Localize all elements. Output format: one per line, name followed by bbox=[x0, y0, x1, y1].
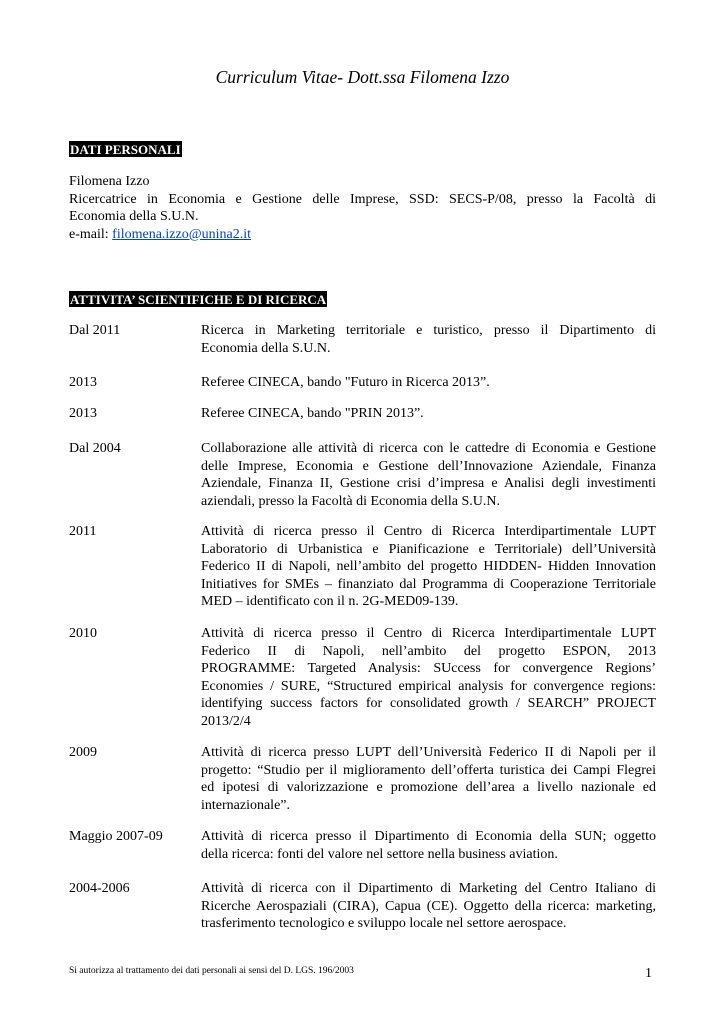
personal-data-block bbox=[69, 173, 656, 243]
email-link[interactable]: filomena.izzo@unina2.it bbox=[112, 226, 252, 242]
person-role-line-1: Ricercatrice in Economia e Gestione delle Imprese, SSD: SECS-P/08, presso la Facoltà di bbox=[69, 191, 656, 207]
entry-date: 2004-2006 bbox=[69, 881, 130, 896]
entry-description-line: MED – identificato con il n. 2G-MED09-139. bbox=[201, 594, 459, 610]
entry-description bbox=[201, 405, 656, 423]
entry-description-line: PROGRAMME: Targeted Analysis: SUccess for convergence Regions’ bbox=[201, 661, 656, 677]
entry-date: Maggio 2007-09 bbox=[69, 829, 163, 844]
entry-description-line: internazionale”. bbox=[201, 797, 291, 813]
person-role-line-2: Economia della S.U.N. bbox=[69, 209, 199, 225]
section-heading-personal: DATI PERSONALI bbox=[70, 142, 181, 157]
footer-note: Si autorizza al trattamento dei dati personali ai sensi del D. LGS. 196/2003 bbox=[69, 966, 354, 976]
entry-description-line: Referee CINECA, bando "PRIN 2013”. bbox=[201, 406, 424, 421]
entry-description-line: della ricerca: fonti del valore nel settore nella business aviation. bbox=[201, 846, 558, 862]
entry-description-line: delle Imprese, Economia e Gestione dell’Innovazione Aziendale, Finanza bbox=[201, 458, 656, 474]
entry-description bbox=[201, 523, 656, 611]
email-line bbox=[69, 226, 656, 244]
entry-description-line: Federico II di Napoli, nell’ambito del progetto HIDDEN- Hidden Innovation bbox=[201, 559, 656, 575]
entry-description-line: ed ipotesi di valorizzazione e promozione dell’area a livello nazionale ed bbox=[201, 780, 656, 796]
entry-description-line: Laboratorio di Urbanistica e Pianificazione e Territoriale) dell’Università bbox=[201, 541, 656, 557]
page-title: Curriculum Vitae- Dott.ssa Filomena Izzo bbox=[215, 67, 510, 87]
entry-description-line: Attività di ricerca presso il Dipartimento di Economia della SUN; oggetto bbox=[201, 829, 656, 844]
entry-description bbox=[201, 744, 656, 814]
entry-description-line: Economia della S.U.N. bbox=[201, 340, 331, 356]
person-name: Filomena Izzo bbox=[69, 174, 150, 189]
entry-date: 2010 bbox=[69, 626, 97, 641]
entry-description-line: Initiatives for SMEs – finanziato dal Programma di Cooperazione Territoriale bbox=[201, 576, 656, 592]
entry-description-line: Attività di ricerca con il Dipartimento di Marketing del Centro Italiano di bbox=[201, 881, 656, 896]
section-heading-research: ATTIVITA’ SCIENTIFICHE E DI RICERCA bbox=[70, 292, 327, 307]
entry-description-line: Attività di ricerca presso il Centro di Ricerca Interdipartimentale LUPT bbox=[201, 524, 656, 539]
entry-description-line: aziendali, presso la Facoltà di Economia della S.U.N. bbox=[201, 493, 500, 509]
entry-description bbox=[201, 880, 656, 933]
entry-date: 2009 bbox=[69, 745, 97, 760]
entry-description-line: trasferimento tecnologico e sviluppo locale nel settore aerospace. bbox=[201, 916, 567, 932]
entry-date: Dal 2011 bbox=[69, 323, 121, 338]
entry-description-line: Attività di ricerca presso LUPT dell’Università Federico II di Napoli per il bbox=[201, 745, 656, 760]
entry-date: Dal 2004 bbox=[69, 441, 121, 456]
entry-description bbox=[201, 828, 656, 863]
entry-date: 2013 bbox=[69, 375, 97, 390]
entry-description-line: Referee CINECA, bando "Futuro in Ricerca 2013”. bbox=[201, 375, 490, 390]
entry-description-line: Ricerche Aerospaziali (CIRA), Capua (CE). Oggetto della ricerca: marketing, bbox=[201, 898, 656, 914]
entry-description-line: Ricerca in Marketing territoriale e turistico, presso il Dipartimento di bbox=[201, 323, 656, 338]
entry-description-line: Collaborazione alle attività di ricerca con le cattedre di Economia e Gestione bbox=[201, 441, 656, 456]
page-number: 1 bbox=[645, 966, 652, 981]
entry-description bbox=[201, 322, 656, 357]
entry-description-line: Aziendale, Finanza II, Gestione crisi d’impresa e Analisi degli investimenti bbox=[201, 476, 656, 492]
entry-description bbox=[201, 440, 656, 510]
entry-description-line: progetto: “Studio per il miglioramento dell’offerta turistica dei Campi Flegrei bbox=[201, 762, 656, 778]
entry-description-line: Attività di ricerca presso il Centro di Ricerca Interdipartimentale LUPT bbox=[201, 626, 656, 641]
email-label: e-mail: bbox=[69, 226, 113, 242]
entry-description-line: Economies / SURE, “Structured empirical analysis for convergence regions: bbox=[201, 678, 656, 694]
entry-description bbox=[201, 625, 656, 731]
entry-description bbox=[201, 374, 656, 392]
entry-description-line: identifying success factors for consolidated growth / SEARCH” PROJECT bbox=[201, 696, 656, 712]
entry-date: 2013 bbox=[69, 406, 97, 421]
entry-description-line: 2013/2/4 bbox=[201, 713, 251, 729]
entry-date: 2011 bbox=[69, 524, 97, 539]
entry-description-line: Federico II di Napoli, nell’ambito del progetto ESPON, 2013 bbox=[201, 643, 656, 659]
